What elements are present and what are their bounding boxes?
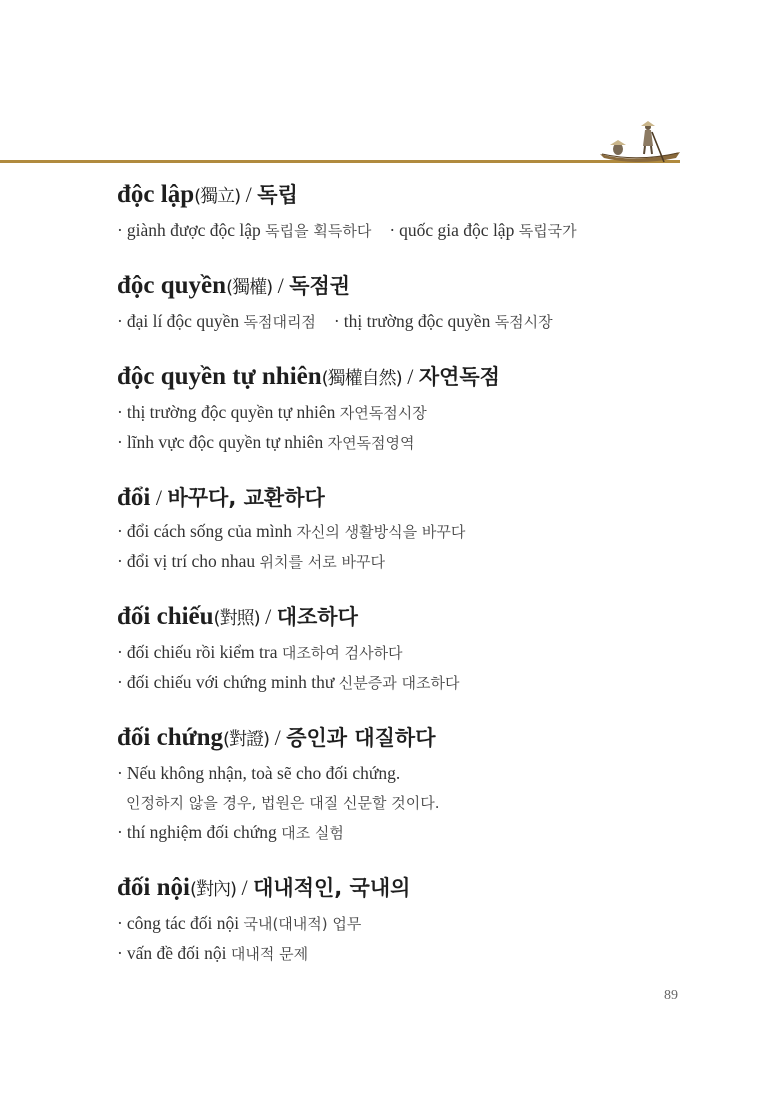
headword-line [117,871,717,907]
headword: đối nội [117,874,190,901]
bullet-dot: · [117,642,123,662]
hanja-reading: (對照) [213,608,260,629]
headword: độc lập [117,181,195,208]
headword-line [117,721,717,757]
separator: / [259,604,277,629]
dictionary-entry [117,269,717,337]
example-line [117,909,717,939]
headword: độc quyền [117,272,227,299]
hanja-reading: (對內) [189,879,236,900]
example-vietnamese: công tác đối nội [126,913,244,933]
example-line [117,428,717,458]
example-vietnamese: Nếu không nhận, toà sẽ cho đối chứng. [126,763,401,783]
example-korean: 자연독점시장 [339,404,427,422]
bullet-dot: · [389,220,396,240]
bullet-dot: · [117,220,123,240]
example-korean: 국내(대내적) 업무 [243,915,362,933]
bullet-dot: · [117,672,123,692]
dictionary-entry [117,360,717,458]
example-line [117,398,717,428]
dictionary-entry [117,178,717,246]
example-korean: 독점대리점 [243,313,316,331]
headword-line [117,600,717,636]
example-line [117,818,717,848]
separator: / [269,725,287,750]
headword-line [117,481,717,515]
example-line [117,547,717,577]
example-korean: 위치를 서로 바꾸다 [259,553,385,571]
example-korean: 독점시장 [494,313,553,331]
separator: / [272,273,290,298]
dictionary-entry [117,721,717,848]
headword-line [117,269,717,305]
example-line [117,788,717,818]
boat-illustration-icon [596,118,682,166]
example-korean: 대내적 문제 [230,945,309,963]
bullet-dot: · [117,913,123,933]
dictionary-entry [117,481,717,577]
korean-meaning: 증인과 대질하다 [286,726,436,750]
example-vietnamese: đối chiếu rồi kiểm tra [126,642,282,662]
headword: độc quyền tự nhiên [117,363,322,390]
dictionary-entry [117,600,717,698]
example-line [117,939,717,969]
korean-meaning: 대내적인, 국내의 [253,876,411,900]
example-vietnamese: đối chiếu với chứng minh thư [126,672,339,692]
headword: đổi [117,484,151,511]
example-vietnamese: thị trường độc quyền tự nhiên [126,402,340,422]
bullet-dot: · [117,311,123,331]
separator: / [401,364,419,389]
bullet-dot: · [117,822,123,842]
bullet-dot: · [117,551,123,571]
example-vietnamese: giành được độc lập [126,220,266,240]
hanja-reading: (對證) [223,729,270,750]
separator: / [150,485,168,510]
header-rule [0,160,680,163]
example-korean: 신분증과 대조하다 [338,674,460,692]
example-vietnamese: vấn đề đối nội [126,943,231,963]
example-vietnamese: thị trường độc quyền [343,311,495,331]
korean-meaning: 대조하다 [276,605,358,629]
example-korean: 대조 실험 [281,824,344,842]
example-vietnamese: đổi cách sống của mình [126,521,297,541]
hanja-reading: (獨權自然) [321,368,402,389]
example-line [117,307,717,337]
bullet-dot: · [333,311,340,331]
example-korean: 자연독점영역 [327,434,415,452]
headword: đối chứng [117,724,224,751]
example-korean: 인정하지 않을 경우, 법원은 대질 신문할 것이다. [126,794,440,812]
headword-line [117,360,717,396]
example-vietnamese: quốc gia độc lập [399,220,519,240]
example-korean: 자신의 생활방식을 바꾸다 [296,523,466,541]
korean-meaning: 바꾸다, 교환하다 [167,486,325,510]
bullet-dot: · [117,402,123,422]
bullet-dot: · [117,521,123,541]
example-vietnamese: lĩnh vực độc quyền tự nhiên [126,432,328,452]
korean-meaning: 자연독점 [418,365,500,389]
example-line [117,759,717,788]
separator: / [236,875,254,900]
headword: đối chiếu [117,603,214,630]
example-vietnamese: đại lí độc quyền [126,311,244,331]
bullet-dot: · [117,763,123,783]
bullet-dot: · [117,943,123,963]
hanja-reading: (獨立) [194,186,241,207]
hanja-reading: (獨權) [226,277,273,298]
example-line [117,638,717,668]
example-line [117,517,717,547]
page-number: 89 [664,988,678,1003]
korean-meaning: 독점권 [289,274,351,298]
example-line [117,216,717,246]
example-korean: 대조하여 검사하다 [281,644,403,662]
dictionary-entry [117,871,717,969]
example-line [117,668,717,698]
example-vietnamese: thí nghiệm đối chứng [126,822,282,842]
example-korean: 독립국가 [518,222,577,240]
example-vietnamese: đổi vị trí cho nhau [126,551,260,571]
dictionary-entries [117,178,717,992]
korean-meaning: 독립 [257,183,298,207]
separator: / [240,182,258,207]
headword-line [117,178,717,214]
bullet-dot: · [117,432,123,452]
example-korean: 독립을 획득하다 [265,222,372,240]
